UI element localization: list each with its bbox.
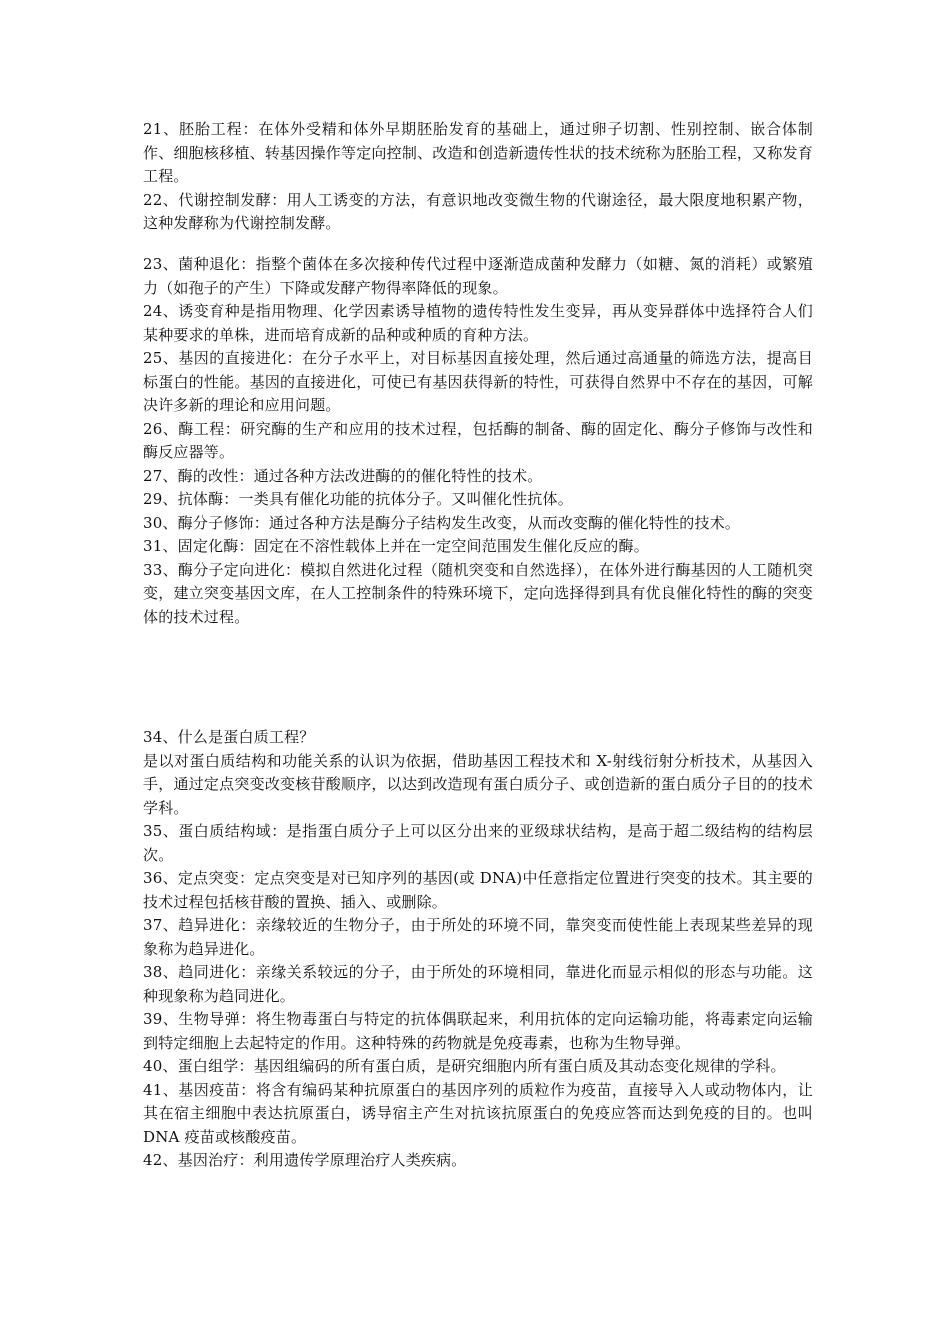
paragraph-site-directed-mutagenesis: 36、定点突变：定点突变是对已知序列的基因(或 DNA)中任意指定位置进行突变的技术。其主要的技术过程包括核苷酸的置换、插入、或删除。 <box>143 869 813 911</box>
paragraph-metabolic-control-fermentation: 22、代谢控制发酵：用人工诱变的方法，有意识地改变微生物的代谢途径，最大限度地积累产物，这种发酵称为代谢控制发酵。 <box>143 190 813 232</box>
paragraph-mutation-breeding: 24、诱变育种是指用物理、化学因素诱导植物的遗传特性发生变异，再从变异群体中选择符合人们某种要求的单株，进而培育成新的品种或种质的育种方法。 <box>143 302 813 344</box>
paragraph-protein-domain: 35、蛋白质结构域：是指蛋白质分子上可以区分出来的亚级球状结构，是高于超二级结构的结构层次。 <box>143 822 813 864</box>
paragraph-divergent-evolution: 37、趋异进化：亲缘较近的生物分子，由于所处的环境不同，靠突变而使性能上表现某些差异的现象称为趋异进化。 <box>143 916 813 958</box>
answer-protein-engineering: 是以对蛋白质结构和功能关系的认识为依据，借助基因工程技术和 X-射线衍射分析技术，从基因入手，通过定点突变改变核苷酸顺序，以达到改造现有蛋白质分子、或创造新的蛋白质分子目的的技术学科。 <box>143 751 813 817</box>
paragraph-directed-gene-evolution: 25、基因的直接进化：在分子水平上，对目标基因直接处理，然后通过高通量的筛选方法，提高目标蛋白的性能。基因的直接进化，可使已有基因获得新的特性，可获得自然界中不存在的基因，可解决许多新的理论和应用问题。 <box>143 349 813 414</box>
question-protein-engineering: 34、什么是蛋白质工程？ <box>143 728 315 746</box>
paragraph-abzyme: 29、抗体酶：一类具有催化功能的抗体分子。又叫催化性抗体。 <box>143 490 573 508</box>
section-definitions-21-22 <box>143 118 813 236</box>
paragraph-biological-missile: 39、生物导弹：将生物毒蛋白与特定的抗体偶联起来，利用抗体的定向运输功能，将毒素定向运输到特定细胞上去起特定的作用。这种特殊的药物就是免疫毒素，也称为生物导弹。 <box>143 1010 813 1052</box>
paragraph-enzyme-directed-evolution: 33、酶分子定向进化：模拟自然进化过程（随机突变和自然选择），在体外进行酶基因的人工随机突变，建立突变基因文库，在人工控制条件的特殊环境下，定向选择得到具有优良催化特性的酶的突变体的技术过程。 <box>143 560 813 626</box>
section-definitions-23-33 <box>143 253 813 629</box>
paragraph-gene-therapy: 42、基因治疗：利用遗传学原理治疗人类疾病。 <box>143 1151 467 1169</box>
paragraph-immobilized-enzyme: 31、固定化酶：固定在不溶性载体上并在一定空间范围发生催化反应的酶。 <box>143 537 649 555</box>
paragraph-strain-degeneration: 23、菌种退化：指整个菌体在多次接种传代过程中逐渐造成菌种发酵力（如糖、氮的消耗）或繁殖力（如孢子的产生）下降或发酵产物得率降低的现象。 <box>143 255 813 297</box>
paragraph-enzyme-modification: 27、酶的改性：通过各种方法改进酶的的催化特性的技术。 <box>143 466 543 485</box>
section-definitions-34-42 <box>143 726 813 1173</box>
paragraph-convergent-evolution: 38、趋同进化：亲缘关系较远的分子，由于所处的环境相同，靠进化而显示相似的形态与功能。这种现象称为趋同进化。 <box>143 963 813 1005</box>
paragraph-enzyme-molecular-modification: 30、酶分子修饰：通过各种方法是酶分子结构发生改变，从而改变酶的催化特性的技术。 <box>143 513 741 532</box>
paragraph-proteomics: 40、蛋白组学：基因组编码的所有蛋白质，是研究细胞内所有蛋白质及其动态变化规律的学科。 <box>143 1057 786 1075</box>
paragraph-embryo-engineering: 21、胚胎工程：在体外受精和体外早期胚胎发育的基础上，通过卵子切割、性别控制、嵌合体制作、细胞核移植、转基因操作等定向控制、改造和创造新遗传性状的技术统称为胚胎工程，又称发育工程。 <box>143 120 813 185</box>
paragraph-gene-vaccine: 41、基因疫苗：将含有编码某种抗原蛋白的基因序列的质粒作为疫苗，直接导入人或动物体内，让其在宿主细胞中表达抗原蛋白，诱导宿主产生对抗该抗原蛋白的免疫应答而达到免疫的目的。也叫 DNA 疫苗或核酸疫苗。 <box>143 1080 813 1146</box>
paragraph-enzyme-engineering: 26、酶工程：研究酶的生产和应用的技术过程，包括酶的制备、酶的固定化、酶分子修饰与改性和酶反应器等。 <box>143 419 813 461</box>
